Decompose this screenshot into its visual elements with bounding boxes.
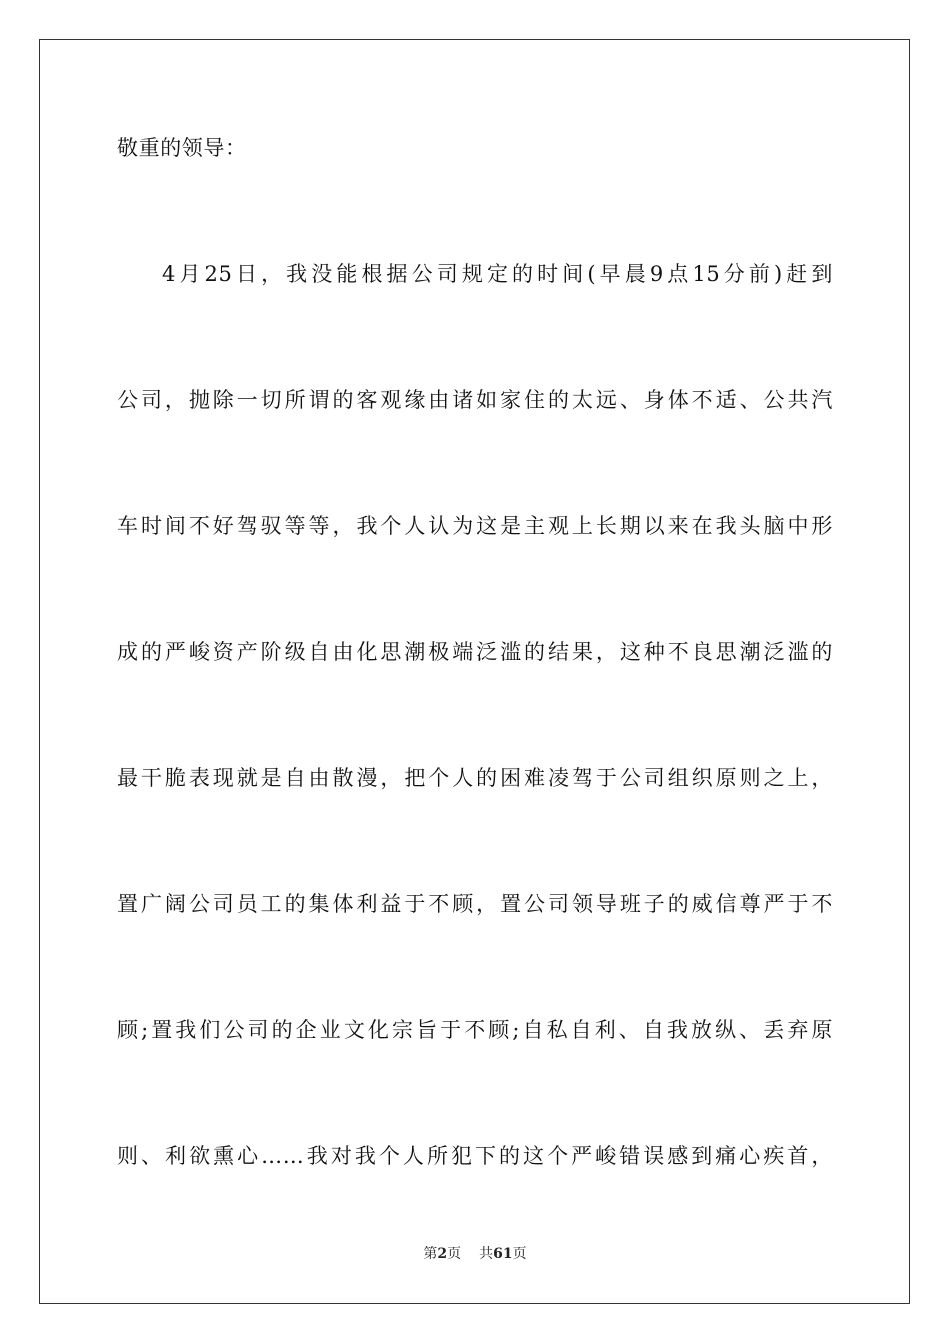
body-line: 公司，抛除一切所谓的客观缘由诸如家住的太远、身体不适、公共汽 <box>117 388 833 412</box>
page-total: 共61页 <box>479 1246 527 1262</box>
salutation: 敬重的领导： <box>117 136 247 160</box>
page-number: 第2页 <box>423 1246 462 1262</box>
body-line: 成的严峻资产阶级自由化思潮极端泛滥的结果，这种不良思潮泛滥的 <box>117 640 833 664</box>
page-footer <box>0 1244 950 1264</box>
page-frame <box>39 39 910 1304</box>
body-line: 最干脆表现就是自由散漫，把个人的困难凌驾于公司组织原则之上， <box>117 766 833 790</box>
body-line: 车时间不好驾驭等等，我个人认为这是主观上长期以来在我头脑中形 <box>117 514 833 538</box>
body-line: 置广阔公司员工的集体利益于不顾，置公司领导班子的威信尊严于不 <box>117 892 833 916</box>
body-line: 4月25日，我没能根据公司规定的时间(早晨9点15分前)赶到 <box>162 262 833 286</box>
body-line: 顾;置我们公司的企业文化宗旨于不顾;自私自利、自我放纵、丢弃原 <box>117 1018 833 1042</box>
body-line: 则、利欲熏心……我对我个人所犯下的这个严峻错误感到痛心疾首， <box>117 1144 833 1168</box>
